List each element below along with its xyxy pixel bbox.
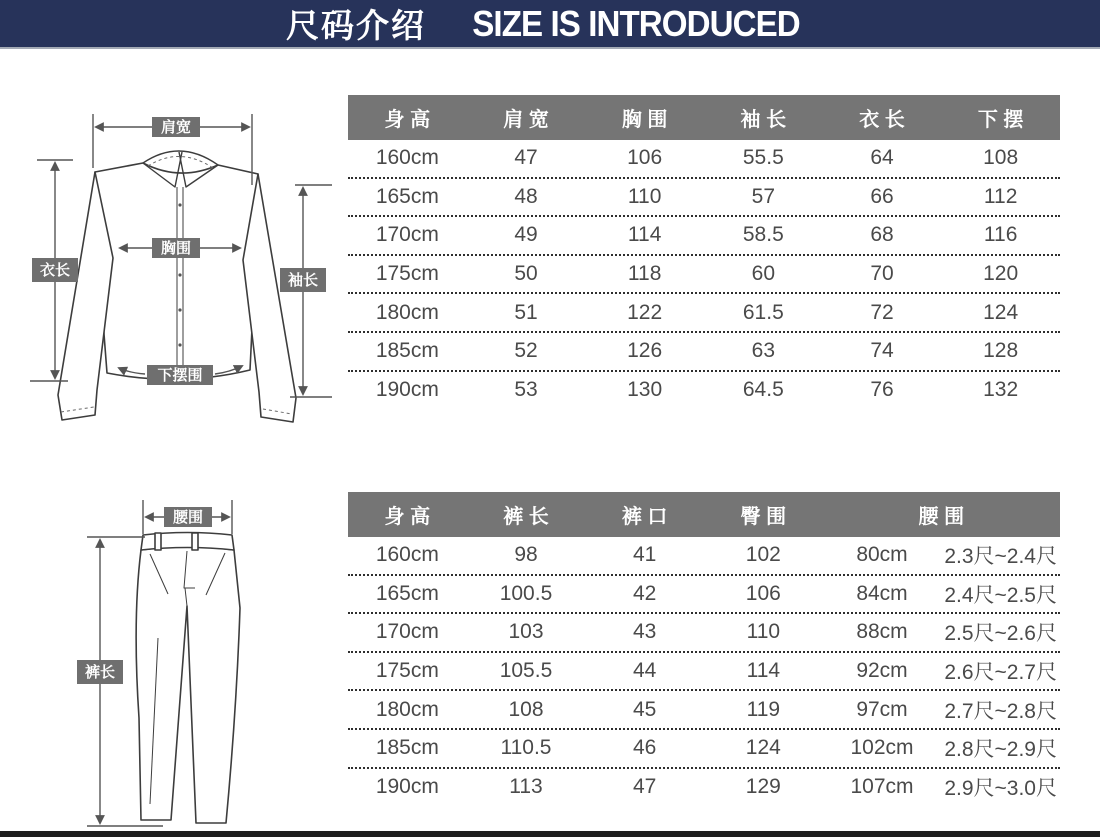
pants-diagram [65, 488, 350, 833]
table-cell: 2.7尺~2.8尺 [944, 699, 1057, 723]
bottom-divider-bar [0, 831, 1100, 837]
table-cell: 124 [983, 300, 1019, 324]
table-cell: 50 [514, 262, 538, 286]
table-row [348, 576, 1060, 615]
pants-length-label: 裤长 [84, 664, 116, 681]
table-cell: 180cm [375, 300, 439, 324]
table-cell: 114 [627, 223, 662, 247]
table-cell: 102cm [850, 736, 914, 760]
table-row [348, 372, 1060, 409]
table-cell: 46 [632, 736, 657, 760]
table-row [348, 614, 1060, 653]
table-row [348, 730, 1060, 769]
belt-loop [192, 533, 198, 550]
table-cell: 180cm [375, 697, 439, 721]
table-cell: 60 [751, 262, 775, 286]
table-cell: 92cm [856, 659, 908, 683]
table-cell: 120 [983, 262, 1019, 286]
table-cell: 2.4尺~2.5尺 [944, 583, 1057, 607]
pants-size-table [348, 492, 1060, 805]
table-cell: 66 [870, 184, 894, 208]
column-header: 下 摆 [977, 109, 1024, 131]
table-cell: 61.5 [742, 300, 784, 324]
shirt-size-table [348, 95, 1060, 408]
shoulder-width-label: 肩宽 [160, 119, 192, 136]
table-row [348, 217, 1060, 256]
garment-length-label: 衣长 [39, 262, 71, 279]
table-cell: 112 [983, 184, 1018, 208]
table-cell: 47 [514, 146, 538, 170]
table-cell: 55.5 [742, 146, 784, 170]
table-cell: 102 [745, 543, 781, 567]
table-cell: 64 [870, 146, 894, 170]
table-cell: 106 [745, 581, 781, 605]
waist-label: 腰围 [172, 509, 204, 526]
table-cell: 190cm [375, 377, 439, 401]
table-cell: 42 [632, 581, 657, 605]
table-cell: 165cm [375, 581, 439, 605]
column-header: 腰 围 [918, 506, 965, 528]
table-row [348, 179, 1060, 218]
pants-table-header-row [348, 492, 1060, 537]
table-cell: 128 [983, 339, 1019, 363]
table-row [348, 537, 1060, 576]
table-cell: 113 [509, 774, 543, 798]
table-row [348, 256, 1060, 295]
table-row [348, 769, 1060, 806]
table-cell: 80cm [856, 543, 908, 567]
table-cell: 84cm [856, 581, 908, 605]
table-cell: 88cm [856, 620, 908, 644]
column-header: 裤 长 [503, 506, 549, 528]
table-cell: 74 [870, 339, 894, 363]
table-row [348, 294, 1060, 333]
table-cell: 116 [983, 223, 1018, 247]
table-cell: 170cm [375, 223, 439, 247]
column-header: 臀 围 [740, 506, 787, 528]
table-cell: 160cm [375, 543, 439, 567]
table-cell: 175cm [375, 262, 439, 286]
table-cell: 132 [983, 377, 1019, 401]
sleeve-length-label: 袖长 [287, 272, 319, 289]
table-cell: 41 [632, 543, 657, 567]
table-cell: 170cm [375, 620, 439, 644]
chest-label: 胸围 [160, 240, 192, 257]
table-cell: 51 [514, 300, 538, 324]
table-cell: 185cm [375, 736, 439, 760]
table-cell: 130 [627, 377, 663, 401]
button-icon [178, 343, 181, 346]
table-cell: 129 [745, 774, 781, 798]
table-row [348, 333, 1060, 372]
shirt-right-sleeve [243, 174, 296, 422]
table-cell: 48 [514, 184, 538, 208]
column-header: 衣 长 [859, 109, 905, 131]
table-cell: 49 [514, 223, 538, 247]
hem-label: 下摆围 [157, 367, 203, 384]
column-header: 袖 长 [740, 109, 787, 131]
table-cell: 2.9尺~3.0尺 [944, 776, 1057, 800]
table-cell: 108 [983, 146, 1019, 170]
table-cell: 2.3尺~2.4尺 [944, 545, 1057, 569]
table-cell: 124 [745, 736, 781, 760]
table-cell: 63 [751, 339, 775, 363]
table-cell: 58.5 [742, 223, 784, 247]
table-cell: 110 [746, 620, 781, 644]
table-cell: 160cm [375, 146, 439, 170]
table-row [348, 653, 1060, 692]
table-cell: 64.5 [742, 377, 784, 401]
table-cell: 122 [627, 300, 663, 324]
button-icon [178, 273, 181, 276]
table-cell: 76 [870, 377, 894, 401]
table-cell: 190cm [375, 774, 439, 798]
belt-loop [155, 533, 161, 550]
table-cell: 53 [514, 377, 538, 401]
table-cell: 175cm [375, 659, 439, 683]
table-cell: 43 [632, 620, 657, 644]
column-header: 身 高 [384, 109, 431, 131]
table-cell: 2.6尺~2.7尺 [944, 661, 1057, 685]
table-cell: 57 [751, 184, 775, 208]
shirt-table-body [348, 140, 1060, 408]
table-cell: 108 [508, 697, 544, 721]
column-header: 裤 口 [621, 506, 668, 528]
banner-title-zh: 尺码介绍 [285, 7, 426, 44]
table-cell: 100.5 [499, 581, 553, 605]
table-cell: 45 [632, 697, 657, 721]
table-cell: 103 [508, 620, 544, 644]
table-row [348, 140, 1060, 179]
table-cell: 110 [627, 184, 662, 208]
table-cell: 98 [514, 543, 538, 567]
table-cell: 114 [746, 659, 781, 683]
column-header: 胸 围 [621, 109, 668, 131]
table-cell: 118 [627, 262, 662, 286]
table-cell: 126 [627, 339, 663, 363]
shirt-table-header-row [348, 95, 1060, 140]
table-cell: 52 [514, 339, 538, 363]
table-cell: 47 [632, 774, 657, 798]
table-cell: 107cm [850, 774, 914, 798]
table-cell: 97cm [856, 697, 908, 721]
button-icon [178, 308, 181, 311]
table-cell: 70 [870, 262, 894, 286]
pants-table-body [348, 537, 1060, 805]
table-cell: 2.5尺~2.6尺 [944, 622, 1057, 646]
table-row [348, 691, 1060, 730]
shirt-diagram [25, 90, 340, 445]
table-cell: 106 [627, 146, 663, 170]
table-cell: 2.8尺~2.9尺 [944, 738, 1057, 762]
table-cell: 165cm [375, 184, 439, 208]
table-cell: 185cm [375, 339, 439, 363]
table-cell: 68 [870, 223, 894, 247]
column-header: 身 高 [384, 506, 431, 528]
button-icon [178, 203, 181, 206]
table-cell: 44 [632, 659, 657, 683]
banner-title-en: SIZE IS INTRODUCED [472, 2, 800, 44]
table-cell: 110.5 [500, 736, 552, 760]
table-cell: 72 [870, 300, 894, 324]
column-header: 肩 宽 [503, 109, 549, 131]
size-intro-banner [0, 0, 1100, 49]
table-cell: 105.5 [499, 659, 553, 683]
table-cell: 119 [746, 697, 781, 721]
